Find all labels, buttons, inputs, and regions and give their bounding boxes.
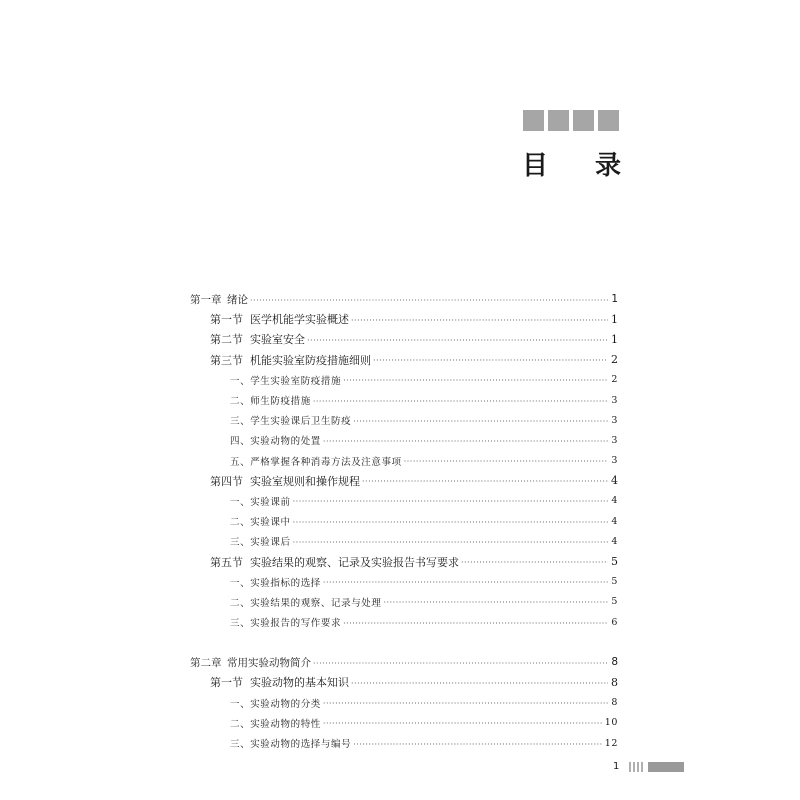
- toc-item-row[interactable]: [190, 390, 618, 410]
- chapter-gap: [190, 632, 618, 652]
- item-page: 5: [611, 596, 618, 608]
- item-title: 四、实验动物的处置: [230, 436, 321, 448]
- decoration-square: [573, 110, 594, 131]
- section-number: 第一节: [210, 676, 243, 690]
- chapter-title: 常用实验动物简介: [227, 656, 311, 669]
- item-page: 4: [611, 495, 618, 507]
- title-decoration: [523, 110, 619, 131]
- dot-leader: [461, 558, 608, 567]
- toc-section-row[interactable]: [190, 329, 618, 349]
- page-number: 1: [613, 761, 620, 772]
- section-title: 实验结果的观察、记录及实验报告书写要求: [250, 555, 459, 569]
- chapter-number: 第一章: [190, 293, 222, 306]
- dot-leader: [351, 679, 608, 688]
- toc-item-row[interactable]: [190, 592, 618, 612]
- item-page: 6: [611, 616, 618, 628]
- dot-leader: [307, 336, 608, 345]
- dot-leader: [351, 316, 608, 325]
- dot-leader: [313, 397, 608, 406]
- chapter-page: 8: [611, 656, 618, 669]
- dot-leader: [323, 437, 608, 446]
- dot-leader: [343, 376, 608, 385]
- section-page: 2: [611, 353, 618, 367]
- item-page: 3: [611, 394, 618, 406]
- item-title: 一、实验动物的分类: [230, 698, 321, 710]
- item-title: 二、实验课中: [230, 517, 291, 529]
- item-page: 5: [611, 576, 618, 588]
- item-page: 2: [611, 374, 618, 386]
- section-title: 实验室规则和操作规程: [250, 474, 360, 488]
- dot-leader: [323, 578, 608, 587]
- dot-leader: [404, 457, 608, 466]
- item-title: 二、实验动物的特性: [230, 718, 321, 730]
- item-title: 二、实验结果的观察、记录与处理: [230, 597, 382, 609]
- page-title-char: 录: [595, 151, 622, 181]
- item-title: 五、严格掌握各种消毒方法及注意事项: [230, 456, 402, 468]
- toc-item-row[interactable]: [190, 511, 618, 531]
- dot-leader: [362, 477, 608, 486]
- page-title-char: 目: [522, 151, 549, 181]
- toc-item-row[interactable]: [190, 693, 618, 713]
- item-title: 三、实验动物的选择与编号: [230, 739, 352, 751]
- dot-leader: [353, 417, 608, 426]
- toc-chapter-row[interactable]: [190, 289, 618, 309]
- dot-leader: [353, 740, 603, 749]
- dot-leader: [323, 719, 603, 728]
- chapter-number: 第二章: [190, 656, 222, 669]
- item-title: 三、学生实验课后卫生防疫: [230, 416, 352, 428]
- toc-section-row[interactable]: [190, 471, 618, 491]
- toc-section-row[interactable]: [190, 350, 618, 370]
- chapter-page: 1: [611, 293, 618, 306]
- toc-section-row[interactable]: [190, 551, 618, 571]
- toc-item-row[interactable]: [190, 713, 618, 733]
- toc-item-row[interactable]: [190, 410, 618, 430]
- section-number: 第三节: [210, 353, 243, 367]
- dot-leader: [373, 356, 608, 365]
- section-number: 第二节: [210, 333, 243, 347]
- item-page: 3: [611, 414, 618, 426]
- toc-item-row[interactable]: [190, 491, 618, 511]
- decoration-square: [523, 110, 544, 131]
- table-of-contents: [190, 289, 618, 753]
- item-page: 4: [611, 515, 618, 527]
- item-page: 8: [611, 697, 618, 709]
- section-page: 8: [611, 675, 618, 689]
- toc-item-row[interactable]: [190, 531, 618, 551]
- footer-bar: [637, 762, 639, 772]
- item-title: 一、学生实验室防疫措施: [230, 375, 342, 387]
- footer-bar: [641, 762, 643, 772]
- dot-leader: [293, 497, 608, 506]
- section-page: 1: [611, 312, 618, 326]
- item-page: 3: [611, 434, 618, 446]
- toc-chapter-row[interactable]: [190, 652, 618, 672]
- dot-leader: [384, 598, 608, 607]
- toc-section-row[interactable]: [190, 309, 618, 329]
- toc-item-row[interactable]: [190, 430, 618, 450]
- toc-item-row[interactable]: [190, 612, 618, 632]
- footer-bar: [633, 762, 635, 772]
- dot-leader: [323, 699, 608, 708]
- section-number: 第一节: [210, 313, 243, 327]
- item-title: 二、师生防疫措施: [230, 396, 311, 408]
- dot-leader: [250, 296, 608, 305]
- footer-block: [648, 762, 684, 772]
- section-page: 5: [611, 555, 618, 569]
- dot-leader: [293, 538, 608, 547]
- item-title: 三、实验课后: [230, 537, 291, 549]
- toc-item-row[interactable]: [190, 451, 618, 471]
- item-title: 一、实验课前: [230, 496, 291, 508]
- decoration-square: [548, 110, 569, 131]
- toc-item-row[interactable]: [190, 370, 618, 390]
- item-title: 三、实验报告的写作要求: [230, 618, 342, 630]
- section-number: 第四节: [210, 474, 243, 488]
- toc-item-row[interactable]: [190, 733, 618, 753]
- section-title: 医学机能学实验概述: [250, 313, 349, 327]
- item-page: 10: [604, 717, 618, 729]
- dot-leader: [343, 619, 608, 628]
- item-title: 一、实验指标的选择: [230, 577, 321, 589]
- dot-leader: [293, 518, 608, 527]
- item-page: 4: [611, 535, 618, 547]
- section-title: 机能实验室防疫措施细则: [250, 353, 371, 367]
- section-title: 实验室安全: [250, 333, 305, 347]
- toc-section-row[interactable]: [190, 672, 618, 692]
- item-page: 3: [611, 455, 618, 467]
- page-title: [522, 145, 622, 181]
- toc-item-row[interactable]: [190, 572, 618, 592]
- page-footer: [613, 761, 684, 772]
- section-number: 第五节: [210, 555, 243, 569]
- item-page: 12: [604, 737, 618, 749]
- section-page: 4: [611, 474, 618, 488]
- footer-bar: [629, 762, 631, 772]
- section-page: 1: [611, 332, 618, 346]
- dot-leader: [313, 659, 608, 668]
- decoration-square: [598, 110, 619, 131]
- section-title: 实验动物的基本知识: [250, 676, 349, 690]
- chapter-title: 绪论: [227, 293, 248, 306]
